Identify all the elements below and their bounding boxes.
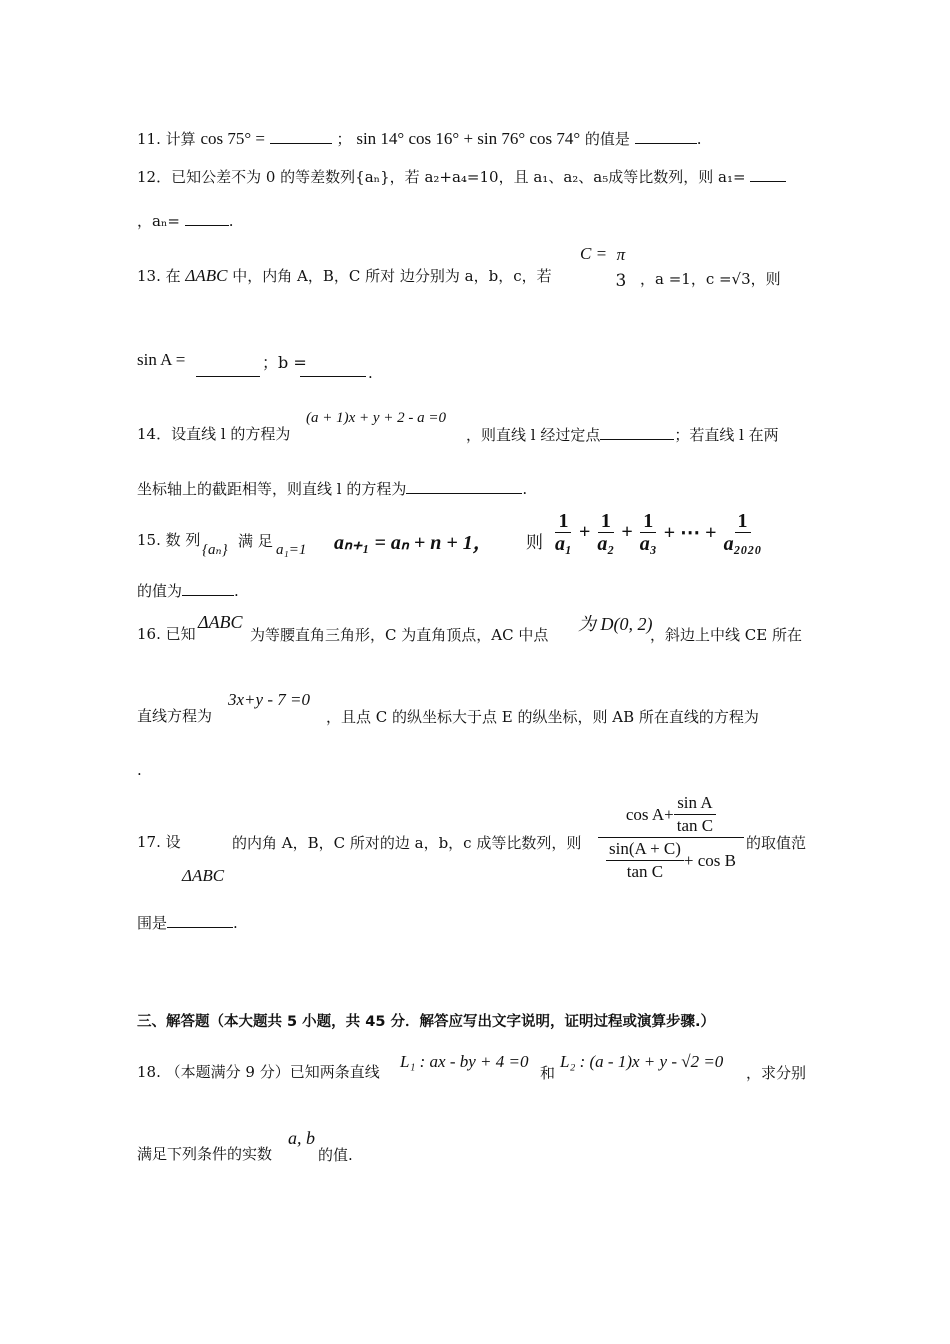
q18-ab-vars: a, b [288,1128,315,1148]
q15-a1 [276,540,306,559]
q15-dots: + ⋯ + [663,522,717,544]
q12-blank-2[interactable] [185,210,229,226]
q14-end: . [522,480,528,498]
q15-a2-den: a₂ [597,533,615,555]
triangle-abc: ΔABC [185,266,228,285]
q12-text: 12．已知公差不为 0 的等差数列{aₙ}，若 a₂+a₄=10，且 a₁、a₂、a₅成等比数列，则 a₁= [137,168,746,186]
q17-text-2: 的内角 A，B，C 所对的边 a，b，c 成等比数列，则 [232,834,582,852]
q16-d: 为 D(0, 2) [578,614,653,634]
q15-one-2: 1 [598,510,614,533]
q16-text: 16. 已知 [137,625,196,643]
q15-a1-den: a₁ [555,533,572,555]
question-17 [137,832,181,852]
q17-numerator [622,792,720,837]
q13-condition-c [580,244,629,292]
q16-eq: 3x+y - 7 =0 [228,690,310,709]
question-15 [137,530,200,550]
question-15-line-2 [137,580,239,601]
q17-denominator [602,838,740,883]
q13-c-eq: C = [580,244,608,263]
q14-eq: (a + 1)x + y + 2 - a =0 [306,410,447,426]
question-14-line-2 [137,478,527,499]
q15-recurrence [334,526,493,555]
q15-text: 15. 数 列 [137,531,201,549]
q11-blank-2[interactable] [635,128,697,144]
q16-tri: ΔABC [198,612,243,632]
q16-equation [228,690,310,710]
q17-text: 17. 设 [137,833,181,851]
q17-triangle [182,866,224,886]
q17-end: . [233,914,238,932]
question-18 [137,1062,380,1082]
question-18-line-2 [137,1144,272,1164]
q11-text-2: 的值是 [584,130,630,148]
q17-tri: ΔABC [182,866,225,885]
q15-term-last [721,510,765,555]
q15-satisfy: 满 足 [238,532,273,550]
section-3-heading: 三、解答题（本大题共 5 小题，共 45 分．解答应写出文字说明，证明过程或演算步骤.） [137,1014,715,1030]
q18-line-l2 [560,1052,723,1072]
q18-text: 18. （本题满分 9 分）已知两条直线 [137,1063,380,1081]
q17-sinac-over-tan [606,838,684,883]
q15-plus-2: + [621,521,633,543]
q17-cos-a: cos A+ [625,804,674,824]
q17-line-2: 围是 [137,914,168,932]
question-13-line-2 [137,350,185,370]
q16-text-3: ，斜边上中线 CE 所在 [650,626,802,644]
q12-blank-1[interactable] [750,166,786,182]
q15-seq-an: {aₙ} [202,542,228,558]
q11-sep: ； [336,130,352,148]
q15-seq [202,540,228,559]
q11-end: . [696,130,702,148]
q17-tan-c-2: tan C [626,862,664,881]
q18-and: 和 [540,1064,556,1082]
q17-sin-over-tan [674,792,716,837]
q15-a1-eq: a₁=1 [276,542,307,558]
q18-ab [288,1128,315,1149]
q13-blank-1[interactable] [196,362,260,377]
q13-pi: π [616,245,626,264]
q13-sin-a: sin A = [137,350,186,369]
q14-equation [306,408,446,427]
q14-text-2 [466,424,779,445]
q18-l1: L₁ : ax - by + 4 =0 [400,1052,529,1071]
q12-end: . [228,212,234,230]
q18-line2-end: 的值. [318,1146,353,1164]
q17-text-3: 的取值范 [746,834,807,852]
q15-sum [552,510,764,555]
q14-blank-2[interactable] [406,478,522,494]
q14-blank-1[interactable] [600,424,674,440]
question-16 [137,624,196,644]
q13-blank-2[interactable] [300,362,366,377]
q18-text-2: ，求分别 [746,1064,807,1082]
question-16-line-2 [137,706,212,726]
q13-number-text: 13. 在 [137,267,181,285]
q15-term-3 [637,510,660,555]
q15-one-4: 1 [735,510,751,533]
q17-cos-b: + cos B [683,850,737,870]
q17-tan-c-1: tan C [676,816,714,835]
q15-end: . [234,582,239,600]
q11-blank-1[interactable] [270,128,332,144]
q13-pi-over-3 [612,244,629,292]
q11-expr-1: cos 75° = [200,129,265,148]
q15-a3-den: a₃ [639,533,657,555]
q11-number: 11. [137,130,161,148]
q18-line-l1 [400,1052,528,1072]
q13-condition-rest: ，a =1，c =√3，则 [640,270,781,288]
q15-plus-1: + [578,521,591,543]
q15-one-3: 1 [640,510,656,533]
q14-text: 14．设直线 l 的方程为 [137,425,291,443]
q17-sin-ac: sin(A + C) [606,838,684,861]
q11-text: 计算 [165,130,196,148]
q12-text-2: ，aₙ= [137,212,181,230]
q16-text-2: 为等腰直角三角形，C 为直角顶点，AC 中点 [250,626,549,644]
q15-term-1 [552,510,575,555]
question-12 [137,166,786,187]
q13-b-eq: ；b = [262,353,307,372]
q15-rec: aₙ₊₁ = aₙ + n + 1， [334,532,493,554]
q17-sin-a: sin A [674,792,715,815]
q16-point-d [578,610,653,636]
q15-term-2 [594,510,617,555]
q16-text-4: ，且点 C 的纵坐标大于点 E 的纵坐标，则 AB 所在直线的方程为 [326,708,759,726]
q17-fraction [598,792,744,883]
q14-text-3: ；若直线 l 在两 [674,426,779,444]
q18-line2-text: 满足下列条件的实数 [137,1145,273,1163]
q16-line2-text: 直线方程为 [137,707,213,725]
question-17-line-2 [137,912,238,933]
question-13 [137,266,552,286]
q15-then: 则 [526,533,543,553]
q15-a2020-den: a₂₀₂₀ [723,533,762,555]
q15-line-2: 的值为 [137,582,183,600]
q15-one-1: 1 [555,510,571,533]
q13-three: 3 [615,271,627,291]
question-16-line-3: . [137,761,142,779]
question-12-line-2 [137,210,234,231]
q17-blank[interactable] [167,912,233,928]
q13-text: 中，内角 A，B，C 所对 边分别为 a，b，c，若 [232,267,552,285]
q11-expr-2: sin 14° cos 16° + sin 76° cos 74° [356,129,581,148]
q14-fixed-point-text: ，则直线 l 经过定点 [466,426,601,444]
q14-line-2: 坐标轴上的截距相等，则直线 l 的方程为 [137,480,407,498]
question-14 [137,424,290,444]
q18-l2: L₂ : (a - 1)x + y - √2 =0 [560,1052,724,1071]
q15-blank[interactable] [182,580,234,596]
q13-end: . [368,364,373,382]
q16-triangle [198,612,243,633]
question-11 [137,128,701,149]
